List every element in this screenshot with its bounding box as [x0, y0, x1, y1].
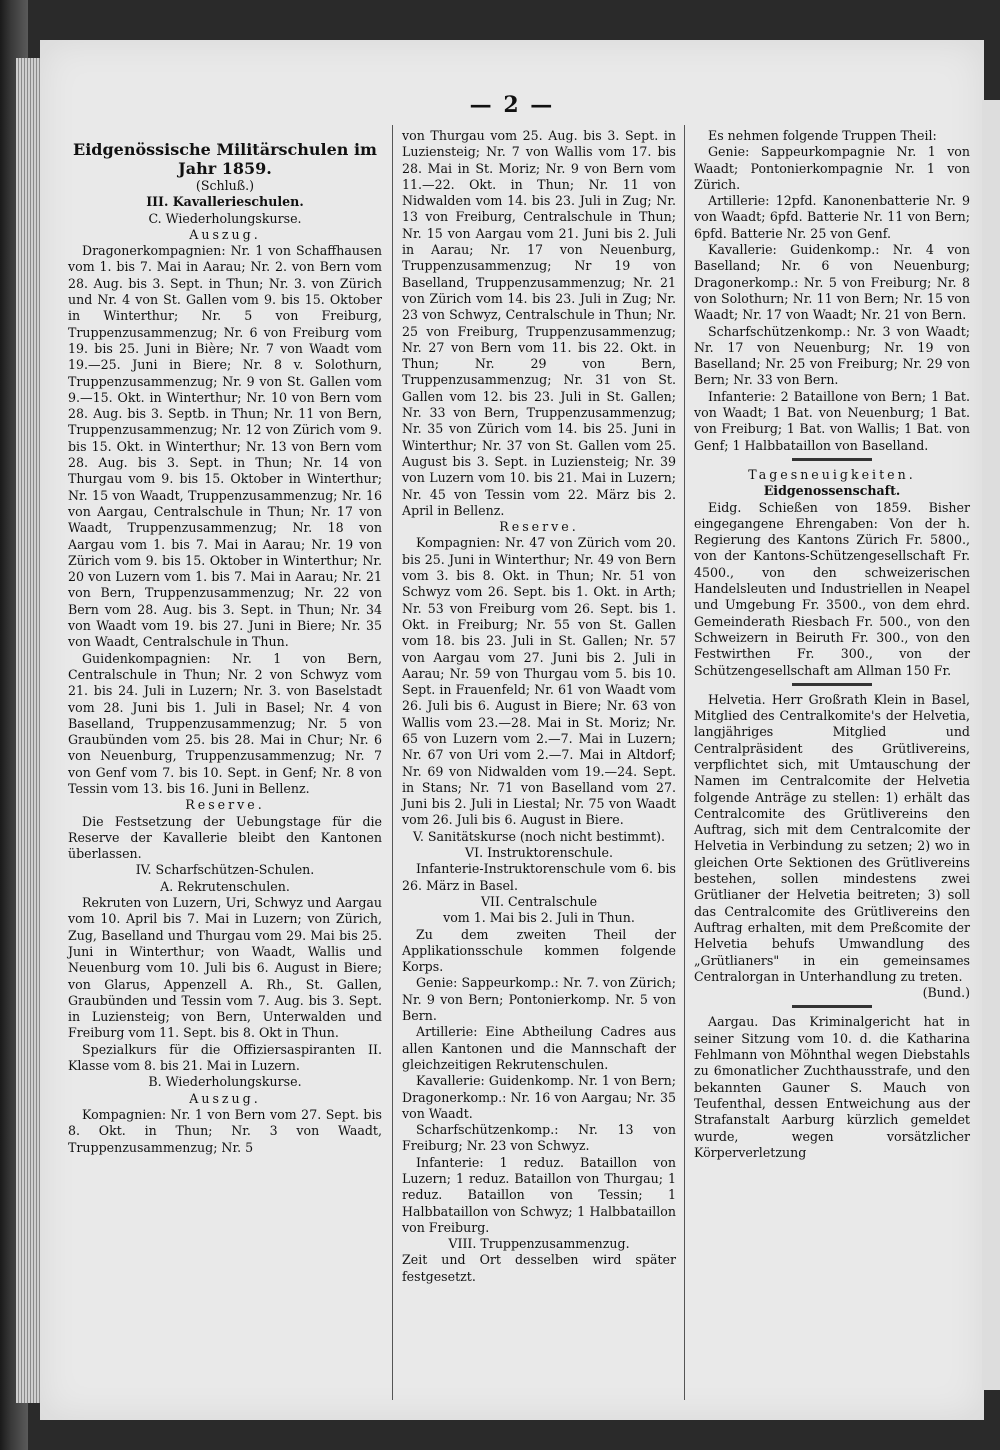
paragraph: Genie: Sappeurkompagnie Nr. 1 von Waadt; Pontonierkompagnie Nr. 1 von Zürich.: [694, 144, 970, 192]
section-heading: VII. Centralschule: [480, 893, 598, 909]
column-divider: [684, 125, 685, 1400]
section-subheading: A. Rekrutenschulen.: [160, 878, 290, 894]
section-subheading: Reserve.: [185, 797, 265, 813]
source-attribution: (Bund.): [922, 985, 970, 1001]
paragraph: Zeit und Ort desselben wird später festgesetzt.: [402, 1252, 676, 1284]
paragraph: Kompagnien: Nr. 1 von Bern vom 27. Sept. bis 8. Okt. in Thun; Nr. 3 von Waadt, Truppenzusammenzug; Nr. 5: [68, 1106, 382, 1155]
section-heading: IV. Scharfschützen-Schulen.: [135, 862, 315, 878]
paragraph: Kompagnien: Nr. 47 von Zürich vom 20. bis 25. Juni in Winterthur; Nr. 49 von Bern vom 3. bis 8. Okt. in Thun; Nr. 51 von Schwyz vom 26. Sept. bis 1. Okt. in Arth; Nr. 53 von Freiburg vom 26. Sept. bis 1. Okt. in Freiburg; Nr. 55 von St. Gallen vom 18. bis 23. Juli in St. Gallen; Nr. 57 von Aargau vom 27. Juni bis 2. Juli in Aarau; Nr. 59 von Thurgau vom 5. bis 10. Sept. in Frauenfeld; Nr. 61 von Waadt vom 26. Juli bis 6. August in Biere; Nr. 63 von Wallis vom 23.—28. Mai in St. Moriz; Nr. 65 von Luzern vom 2.—7. Mai in Luzern; Nr. 67 von Uri vom 2.—7. Mai in Altdorf; Nr. 69 von Nidwalden vom 19.—24. Sept. in Stans; Nr. 71 von Baselland vom 27. Juni bis 2. Juli in Liestal; Nr. 75 von Waadt vom 26. Juli bis 6. August in Biere.: [402, 535, 676, 828]
section-subheading: Reserve.: [499, 519, 579, 535]
adjacent-page-edge: [982, 100, 1000, 1390]
section-subheading: Auszug.: [189, 1090, 261, 1106]
section-rule: [792, 458, 872, 461]
paragraph: Artillerie: Eine Abtheilung Cadres aus allen Kantonen und die Mannschaft der gleichzeitigen Rekrutenschulen.: [402, 1024, 676, 1072]
paragraph: vom 1. Mai bis 2. Juli in Thun.: [443, 910, 635, 926]
paragraph: Kavallerie: Guidenkomp. Nr. 1 von Bern; Dragonerkomp.: Nr. 16 von Aargau; Nr. 35 von Waadt.: [402, 1073, 676, 1121]
paragraph: Infanterie: 2 Bataillone von Bern; 1 Bat. von Waadt; 1 Bat. von Neuenburg; 1 Bat. von Freiburg; 1 Bat. von Wallis; 1 Bat. von Genf; 1 Halbbataillon von Baselland.: [694, 388, 970, 453]
paragraph: Helvetia. Herr Großrath Klein in Basel, Mitglied des Centralkomite's der Helvetia, langjähriges Mitglied und Centralpräsident des Grütlivereins, verpflichtet sich, mit Umtauschung der Namen im Centralcomite der Helvetia folgende Anträge zu stellen: 1) erhält das Centralcomite des Grütlivereins den Auftrag, sich mit dem Centralcomite der Helvetia in Verbindung zu setzen; 2) wo in gleichen Orte Sektionen des Grütlivereins bestehen, sollen mindestens zwei Grütlianer der Helvetia beitreten; 3) soll das Centralcomite des Grütlivereins den Auftrag erhalten, mit dem Preßcomite der Helvetia behufs Umwandlung des „Grütlianers" in ein gemeinsames Centralorgan in Unterhandlung zu treten.: [694, 691, 970, 984]
section-heading: V. Sanitätskurse (noch nicht bestimmt).: [412, 828, 665, 844]
section-heading: Tagesneuigkeiten.: [748, 466, 916, 482]
paragraph: Spezialkurs für die Offiziersaspiranten II. Klasse vom 8. bis 21. Mai in Luzern.: [68, 1041, 382, 1074]
paragraph: Infanterie: 1 reduz. Bataillon von Luzern; 1 reduz. Bataillon von Thurgau; 1 reduz. Bataillon von Tessin; 1 Halbbataillon von Schwyz; 1 Halbbataillon von Freiburg.: [402, 1154, 676, 1235]
paragraph: Scharfschützenkomp.: Nr. 13 von Freiburg; Nr. 23 von Schwyz.: [402, 1122, 676, 1154]
section-subheading: Eidgenossenschaft.: [763, 483, 901, 499]
paragraph: Dragonerkompagnien: Nr. 1 von Schaffhausen vom 1. bis 7. Mai in Aarau; Nr. 2. von Bern vom 28. Aug. bis 3. Sept. in Thun; Nr. 3. von Zürich und Nr. 4 von St. Gallen vom 9. bis 15. Oktober in Winterthur; Nr. 5 von Freiburg, Truppenzusammenzug; Nr. 6 von Freiburg vom 19. bis 25. Juni in Bière; Nr. 7 von Waadt vom 19.—25. Juni in Biere; Nr. 8 v. Solothurn, Truppenzusammenzug; Nr. 9 von St. Gallen vom 9.—15. Okt. in Winterthur; Nr. 10 von Bern vom 28. Aug. bis 3. Septb. in Thun; Nr. 11 von Bern, Truppenzusammenzug; Nr. 12 von Zürich vom 9. bis 15. Okt. in Winterthur; Nr. 13 von Bern vom 28. Aug. bis 3. Sept. in Thun; Nr. 14 von Thurgau vom 9. bis 15. Oktober in Winterthur; Nr. 15 von Waadt, Truppenzusammenzug; Nr. 16 von Aargau, Centralschule in Thun; Nr. 17 von Waadt, Truppenzusammenzug; Nr. 18 von Aargau vom 1. bis 7. Mai in Aarau; Nr. 19 von Zürich vom 9. bis 15. Oktober in Winterthur; Nr. 20 von Luzern vom 1. bis 7. Mai in Aarau; Nr. 21 von Bern, Truppenzusammenzug; Nr. 22 von Bern vom 28. Aug. bis 3. Sept. in Thun; Nr. 34 von Waadt vom 19. bis 27. Juni in Biere; Nr. 35 von Waadt, Centralschule in Thun.: [68, 243, 382, 650]
paragraph: Guidenkompagnien: Nr. 1 von Bern, Centralschule in Thun; Nr. 2 von Schwyz vom 21. bis 24. Juli in Luzern; Nr. 3. von Baselstadt vom 28. Juni bis 1. Juli in Basel; Nr. 4 von Baselland, Truppenzusammenzug; Nr. 5 von Graubünden vom 25. bis 28. Mai in Chur; Nr. 6 von Neuenburg, Truppenzusammenzug; Nr. 7 von Genf vom 7. bis 10. Sept. in Genf; Nr. 8 von Tessin vom 13. bis 16. Juni in Bellenz.: [68, 650, 382, 796]
paragraph: Scharfschützenkomp.: Nr. 3 von Waadt; Nr. 17 von Neuenburg; Nr. 19 von Baselland; Nr. 25 von Freiburg; Nr. 29 von Bern; Nr. 33 von Bern.: [694, 323, 970, 388]
paragraph: Rekruten von Luzern, Uri, Schwyz und Aargau vom 10. April bis 7. Mai in Luzern; von Zürich, Zug, Baselland und Thurgau vom 29. Mai bis 25. Juni in Winterthur; von Waadt, Wallis und Neuenburg vom 10. Juli bis 6. August in Biere; von Glarus, Appenzell A. Rh., St. Gallen, Graubünden und Tessin vom 7. Aug. bis 3. Sept. in Luziensteig; von Bern, Unterwalden und Freiburg vom 11. Sept. bis 8. Okt in Thun.: [68, 895, 382, 1041]
page-number: — 2 —: [469, 92, 555, 118]
paragraph: Infanterie-Instruktorenschule vom 6. bis 26. März in Basel.: [402, 861, 676, 893]
section-heading: III. Kavallerieschulen.: [146, 194, 304, 210]
paragraph: Zu dem zweiten Theil der Applikationsschule kommen folgende Korps.: [402, 926, 676, 975]
column-divider: [392, 125, 393, 1400]
paragraph: von Thurgau vom 25. Aug. bis 3. Sept. in Luziensteig; Nr. 7 von Wallis vom 17. bis 28. Mai in St. Moriz; Nr. 9 von Bern vom 11.—22. Okt. in Thun; Nr. 11 von Nidwalden vom 14. bis 23. Juli in Zug; Nr. 13 von Freiburg, Centralschule in Thun; Nr. 15 von Aargau vom 21. Juni bis 2. Juli in Aarau; Nr. 17 von Neuenburg, Truppenzusammenzug; Nr 19 von Baselland, Truppenzusammenzug; Nr. 21 von Zürich vom 14. bis 23. Juli in Zug; Nr. 23 von Schwyz, Centralschule in Thun; Nr. 25 von Freiburg, Truppenzusammenzug; Nr. 27 von Bern vom 11. bis 22. Okt. in Thun; Nr. 29 von Bern, Truppenzusammenzug; Nr. 31 von St. Gallen vom 12. bis 23. Juli in St. Gallen; Nr. 33 von Bern, Truppenzusammenzug; Nr. 35 von Zürich vom 14. bis 25. Juni in Winterthur; Nr. 37 von St. Gallen vom 25. August bis 3. Sept. in Luziensteig; Nr. 39 von Luzern vom 10. bis 21. Mai in Luzern; Nr. 45 von Tessin vom 22. März bis 2. April in Bellenz.: [402, 128, 676, 518]
paragraph: Es nehmen folgende Truppen Theil:: [708, 128, 937, 143]
paragraph: Aargau. Das Kriminalgericht hat in seiner Sitzung vom 10. d. die Katharina Fehlmann von Möhnthal wegen Diebstahls zu 6monatlicher Zuchthausstrafe, und den bekannten Gauner S. Mauch von Teufenthal, dessen Entweichung aus der Strafanstalt Aarburg kürzlich gemeldet wurde, wegen vorsätzlicher Körperverletzung: [694, 1014, 970, 1160]
column-1: [68, 140, 382, 1156]
paragraph: Eidg. Schießen von 1859. Bisher eingegangene Ehrengaben: Von der h. Regierung des Kantons Zürich Fr. 5800., von der Kantons-Schützengesellschaft Fr. 4500., von den schweizerischen Handelsleuten und Industriellen in Neapel und Umgebung Fr. 3500., von dem ehrd. Gemeinderath Riesbach Fr. 500., von den Schweizern in Beiruth Fr. 300., von den Festwirthen Fr. 300., von der Schützengesellschaft am Allman 150 Fr.: [694, 499, 970, 678]
article-title: Eidgenössische Militärschulen im Jahr 1859.: [73, 140, 377, 178]
newspaper-page: [40, 40, 984, 1420]
paragraph: Kavallerie: Guidenkomp.: Nr. 4 von Baselland; Nr. 6 von Neuenburg; Dragonerkomp.: Nr. 5 von Freiburg; Nr. 8 von Solothurn; Nr. 11 von Bern; Nr. 15 von Waadt; Nr. 17 von Waadt; Nr. 21 von Bern.: [694, 242, 970, 323]
section-rule: [792, 1005, 872, 1008]
section-subheading: B. Wiederholungskurse.: [148, 1074, 302, 1090]
section-rule: [792, 683, 872, 686]
section-heading: VIII. Truppenzusammenzug.: [448, 1236, 630, 1252]
paragraph: Die Festsetzung der Uebungstage für die Reserve der Kavallerie bleibt den Kantonen überlassen.: [68, 813, 382, 862]
section-subheading: Auszug.: [189, 226, 261, 242]
column-2: [402, 128, 676, 1285]
section-heading: VI. Instruktorenschule.: [465, 845, 613, 861]
section-subheading: C. Wiederholungskurse.: [148, 210, 302, 226]
column-3: [694, 128, 970, 1161]
article-subtitle: (Schluß.): [195, 178, 255, 193]
paragraph: Artillerie: 12pfd. Kanonenbatterie Nr. 9 von Waadt; 6pfd. Batterie Nr. 11 von Bern; 6pfd. Batterie Nr. 25 von Genf.: [694, 193, 970, 241]
paragraph: Genie: Sappeurkomp.: Nr. 7. von Zürich; Nr. 9 von Bern; Pontonierkomp. Nr. 5 von Bern.: [402, 975, 676, 1024]
